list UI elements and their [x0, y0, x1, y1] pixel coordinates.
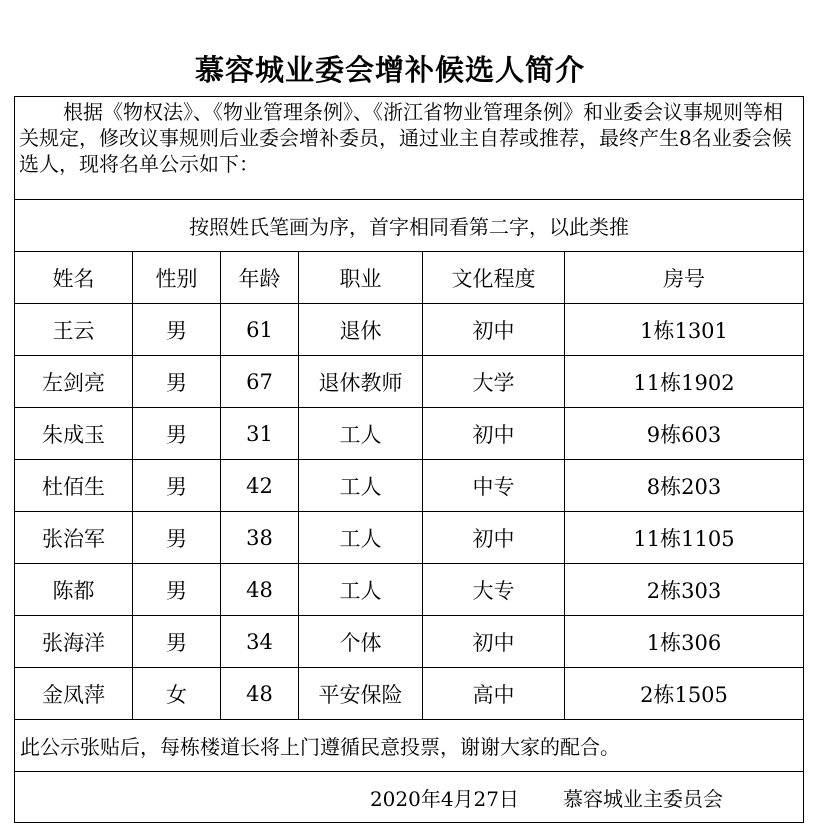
cell-education: 中专 [423, 460, 565, 512]
page-title: 慕容城业委会增补候选人简介 [194, 53, 585, 87]
cell-age: 48 [221, 668, 299, 720]
cell-room: 1栋306 [565, 616, 804, 668]
cell-gender: 男 [133, 460, 221, 512]
cell-name: 朱成玉 [15, 408, 133, 460]
cell-room: 11栋1902 [565, 356, 804, 408]
table-row [15, 304, 804, 356]
cell-room: 11栋1105 [565, 512, 804, 564]
cell-occupation: 工人 [299, 408, 423, 460]
column-header-education: 文化程度 [423, 252, 565, 304]
cell-gender: 男 [133, 564, 221, 616]
table-row [15, 512, 804, 564]
issue-date: 2020年4月27日 [369, 786, 520, 811]
cell-age: 42 [221, 460, 299, 512]
table-row [15, 668, 804, 720]
cell-education: 大学 [423, 356, 565, 408]
voting-notice: 此公示张贴后，每栋楼道长将上门遵循民意投票，谢谢大家的配合。 [15, 720, 804, 772]
cell-age: 34 [221, 616, 299, 668]
header-row [15, 252, 804, 304]
table-row [15, 356, 804, 408]
cell-occupation: 工人 [299, 512, 423, 564]
cell-name: 王云 [15, 304, 133, 356]
column-header-name: 姓名 [15, 252, 133, 304]
cell-occupation: 个体 [299, 616, 423, 668]
cell-name: 金凤萍 [15, 668, 133, 720]
cell-room: 2栋303 [565, 564, 804, 616]
cell-gender: 男 [133, 512, 221, 564]
column-header-gender: 性别 [133, 252, 221, 304]
cell-age: 31 [221, 408, 299, 460]
cell-gender: 男 [133, 408, 221, 460]
cell-education: 初中 [423, 512, 565, 564]
table-row [15, 460, 804, 512]
cell-gender: 男 [133, 356, 221, 408]
cell-occupation: 工人 [299, 564, 423, 616]
cell-education: 初中 [423, 616, 565, 668]
cell-age: 38 [221, 512, 299, 564]
candidate-table [14, 96, 804, 823]
cell-name: 杜佰生 [15, 460, 133, 512]
cell-room: 1栋1301 [565, 304, 804, 356]
cell-name: 张治军 [15, 512, 133, 564]
cell-education: 大专 [423, 564, 565, 616]
cell-occupation: 退休 [299, 304, 423, 356]
cell-age: 67 [221, 356, 299, 408]
table-row [15, 408, 804, 460]
cell-gender: 女 [133, 668, 221, 720]
column-header-age: 年龄 [221, 252, 299, 304]
table-row [15, 564, 804, 616]
column-header-room: 房号 [565, 252, 804, 304]
cell-occupation: 退休教师 [299, 356, 423, 408]
cell-room: 8栋203 [565, 460, 804, 512]
issuer-name: 慕容城业主委员会 [563, 786, 724, 811]
cell-name: 张海洋 [15, 616, 133, 668]
sort-note: 按照姓氏笔画为序，首字相同看第二字，以此类推 [15, 200, 804, 252]
cell-gender: 男 [133, 304, 221, 356]
cell-room: 9栋603 [565, 408, 804, 460]
cell-education: 高中 [423, 668, 565, 720]
cell-gender: 男 [133, 616, 221, 668]
table-row [15, 616, 804, 668]
cell-occupation: 平安保险 [299, 668, 423, 720]
cell-name: 陈都 [15, 564, 133, 616]
cell-age: 61 [221, 304, 299, 356]
column-header-occupation: 职业 [299, 252, 423, 304]
cell-education: 初中 [423, 304, 565, 356]
cell-occupation: 工人 [299, 460, 423, 512]
cell-education: 初中 [423, 408, 565, 460]
cell-room: 2栋1505 [565, 668, 804, 720]
cell-age: 48 [221, 564, 299, 616]
cell-name: 左剑亮 [15, 356, 133, 408]
intro-paragraph: 根据《物权法》、《物业管理条例》、《浙江省物业管理条例》和业委会议事规则等相关规定，修改议事规则后业委会增补委员，通过业主自荐或推荐，最终产生8名业委会候选人，现将名单公示如下： [15, 97, 804, 200]
signature-line [15, 772, 804, 823]
